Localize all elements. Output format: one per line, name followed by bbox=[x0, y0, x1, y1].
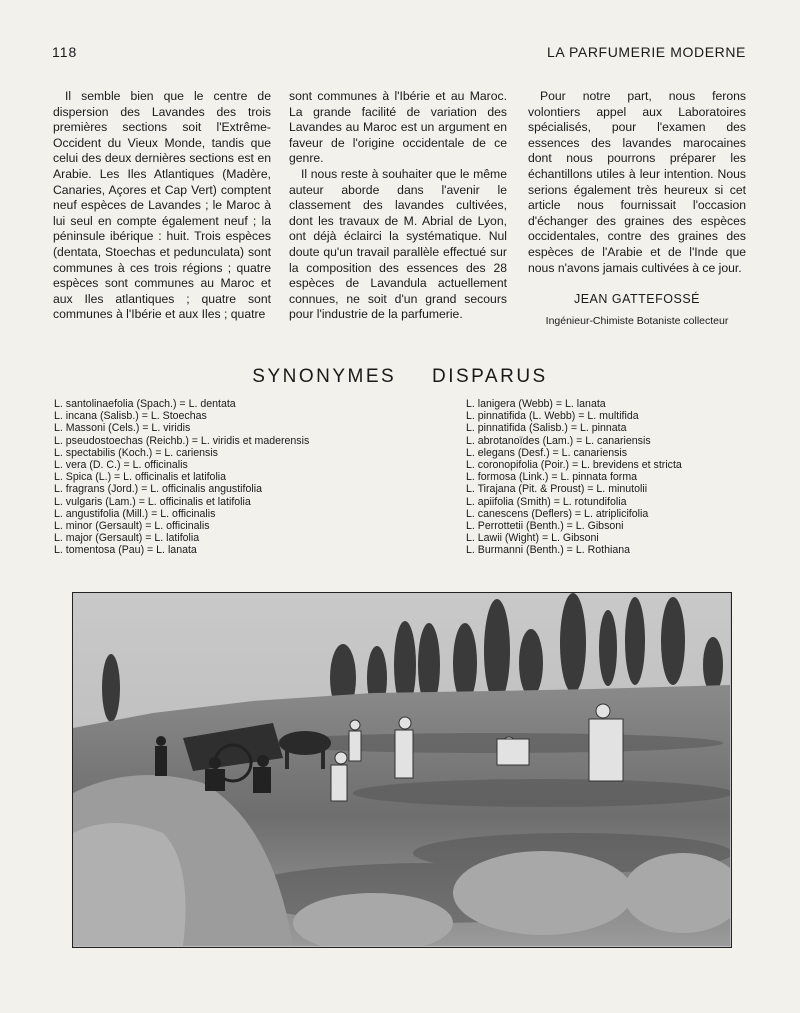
synonym-entry: L. tomentosa (Pau) = L. lanata bbox=[54, 544, 197, 557]
synonym-entry: L. major (Gersault) = L. latifolia bbox=[54, 532, 200, 545]
harvested-pile-front bbox=[73, 823, 186, 946]
synonym-entry: L. Perrottetii (Benth.) = L. Gibsoni bbox=[466, 520, 624, 533]
synonym-entry: L. fragrans (Jord.) = L. officinalis angustifolia bbox=[54, 483, 262, 496]
synonym-entry: L. incana (Salisb.) = L. Stoechas bbox=[54, 410, 207, 423]
article-paragraph: Pour notre part, nous ferons volontiers appel aux Laboratoires spécialisés, pour l'examen des essences des lavandes marocaines dont nous pourrons préparer les échantillons utiles à leur intention. Nous serions également très heureux si cet article nous fournissait l'occasion d'échanger des graines des espèces occidentales, contre des graines des espèces de l'Arabie et de l'Inde que nous n'avons jamais cultivées à ce jour. bbox=[528, 89, 746, 275]
synonym-list-left bbox=[54, 398, 309, 557]
synonym-entry: L. abrotanoïdes (Lam.) = L. canariensis bbox=[466, 434, 651, 447]
synonym-entry: L. Tirajana (Pit. & Proust) = L. minutolii bbox=[466, 483, 648, 496]
lavender-harvest-photo bbox=[72, 592, 732, 948]
page-number: 118 bbox=[52, 44, 78, 60]
synonym-entry: L. canescens (Deflers) = L. atriplicifolia bbox=[466, 507, 649, 520]
synonym-list-right bbox=[466, 398, 682, 557]
photo-illustration bbox=[73, 593, 730, 946]
article-column-2 bbox=[289, 89, 507, 323]
author-signature: JEAN GATTEFOSSÉ bbox=[573, 292, 701, 307]
running-head: LA PARFUMERIE MODERNE bbox=[546, 44, 746, 60]
synonym-entry: L. apiifolia (Smith) = L. rotundifolia bbox=[466, 495, 627, 508]
author-title: Ingénieur-Chimiste Botaniste collecteur bbox=[545, 314, 729, 327]
synonym-entry: L. coronopifolia (Poir.) = L. brevidens et stricta bbox=[466, 459, 682, 472]
synonym-entry: L. formosa (Link.) = L. pinnata forma bbox=[466, 471, 638, 484]
synonym-entry: L. angustifolia (Mill.) = L. officinalis bbox=[54, 507, 216, 520]
synonym-entry: L. vulgaris (Lam.) = L. officinalis et latifolia bbox=[54, 495, 251, 508]
synonym-entry: L. Burmanni (Benth.) = L. Rothiana bbox=[466, 544, 631, 557]
synonym-entry: L. pinnatifida (Salisb.) = L. pinnata bbox=[466, 422, 627, 435]
synonym-entry: L. spectabilis (Koch.) = L. cariensis bbox=[54, 446, 218, 459]
synonym-entry: L. lanigera (Webb) = L. lanata bbox=[466, 398, 606, 410]
synonym-entry: L. minor (Gersault) = L. officinalis bbox=[54, 520, 210, 533]
synonym-entry: L. elegans (Desf.) = L. canariensis bbox=[466, 446, 628, 459]
article-paragraph: Il semble bien que le centre de dispersion des Lavandes des trois premières sections soit l'Extrême-Occident du Vieux Monde, tandis que celui des deux dernières sections est en Arabie. Les Iles Atlantiques (Madère, Canaries, Açores et Cap Vert) comptent neuf espèces de Lavandes ; le Maroc à lui seul en compte également neuf ; la péninsule ibérique : huit. Trois espèces (dentata, Stoechas et pedunculata) sont communes à ces trois régions ; quatre espèces sont communes au Maroc et aux Iles atlantiques ; quatre sont communes à l'Ibérie et aux Iles ; quatre bbox=[53, 89, 271, 322]
synonym-entry: L. vera (D. C.) = L. officinalis bbox=[54, 459, 188, 472]
synonym-entry: L. santolinaefolia (Spach.) = L. dentata bbox=[54, 398, 236, 410]
synonym-entry: L. pseudostoechas (Reichb.) = L. viridis et maderensis bbox=[54, 434, 310, 447]
synonym-entry: L. Massoni (Cels.) = L. viridis bbox=[54, 422, 191, 435]
article-column-1 bbox=[53, 89, 271, 323]
article-paragraph: sont communes à l'Ibérie et au Maroc. La grande facilité de variation des Lavandes au Maroc est un argument en faveur de l'origine occidentale de ce genre. bbox=[289, 89, 507, 166]
synonym-entry: L. Spica (L.) = L. officinalis et latifolia bbox=[54, 471, 227, 484]
section-title-word: DISPARUS bbox=[431, 366, 548, 387]
section-title bbox=[0, 366, 800, 388]
section-title-word: SYNONYMES bbox=[252, 366, 397, 387]
article-column-3 bbox=[528, 89, 746, 329]
synonym-entry: L. Lawii (Wight) = L. Gibsoni bbox=[466, 532, 599, 545]
article-paragraph: Il nous reste à souhaiter que le même auteur aborde dans l'avenir le classement des lavandes cultivées, dont les travaux de M. Abrial de Lyon, ont déjà éclairci la systématique. Nul doute qu'un travail parallèle effectué sur la composition des essences des 28 espèces de Lavandula actuellement connues, ne soit d'un grand secours pour l'industrie de la parfumerie. bbox=[289, 166, 507, 322]
synonym-entry: L. pinnatifida (L. Webb) = L. multifida bbox=[466, 410, 639, 423]
